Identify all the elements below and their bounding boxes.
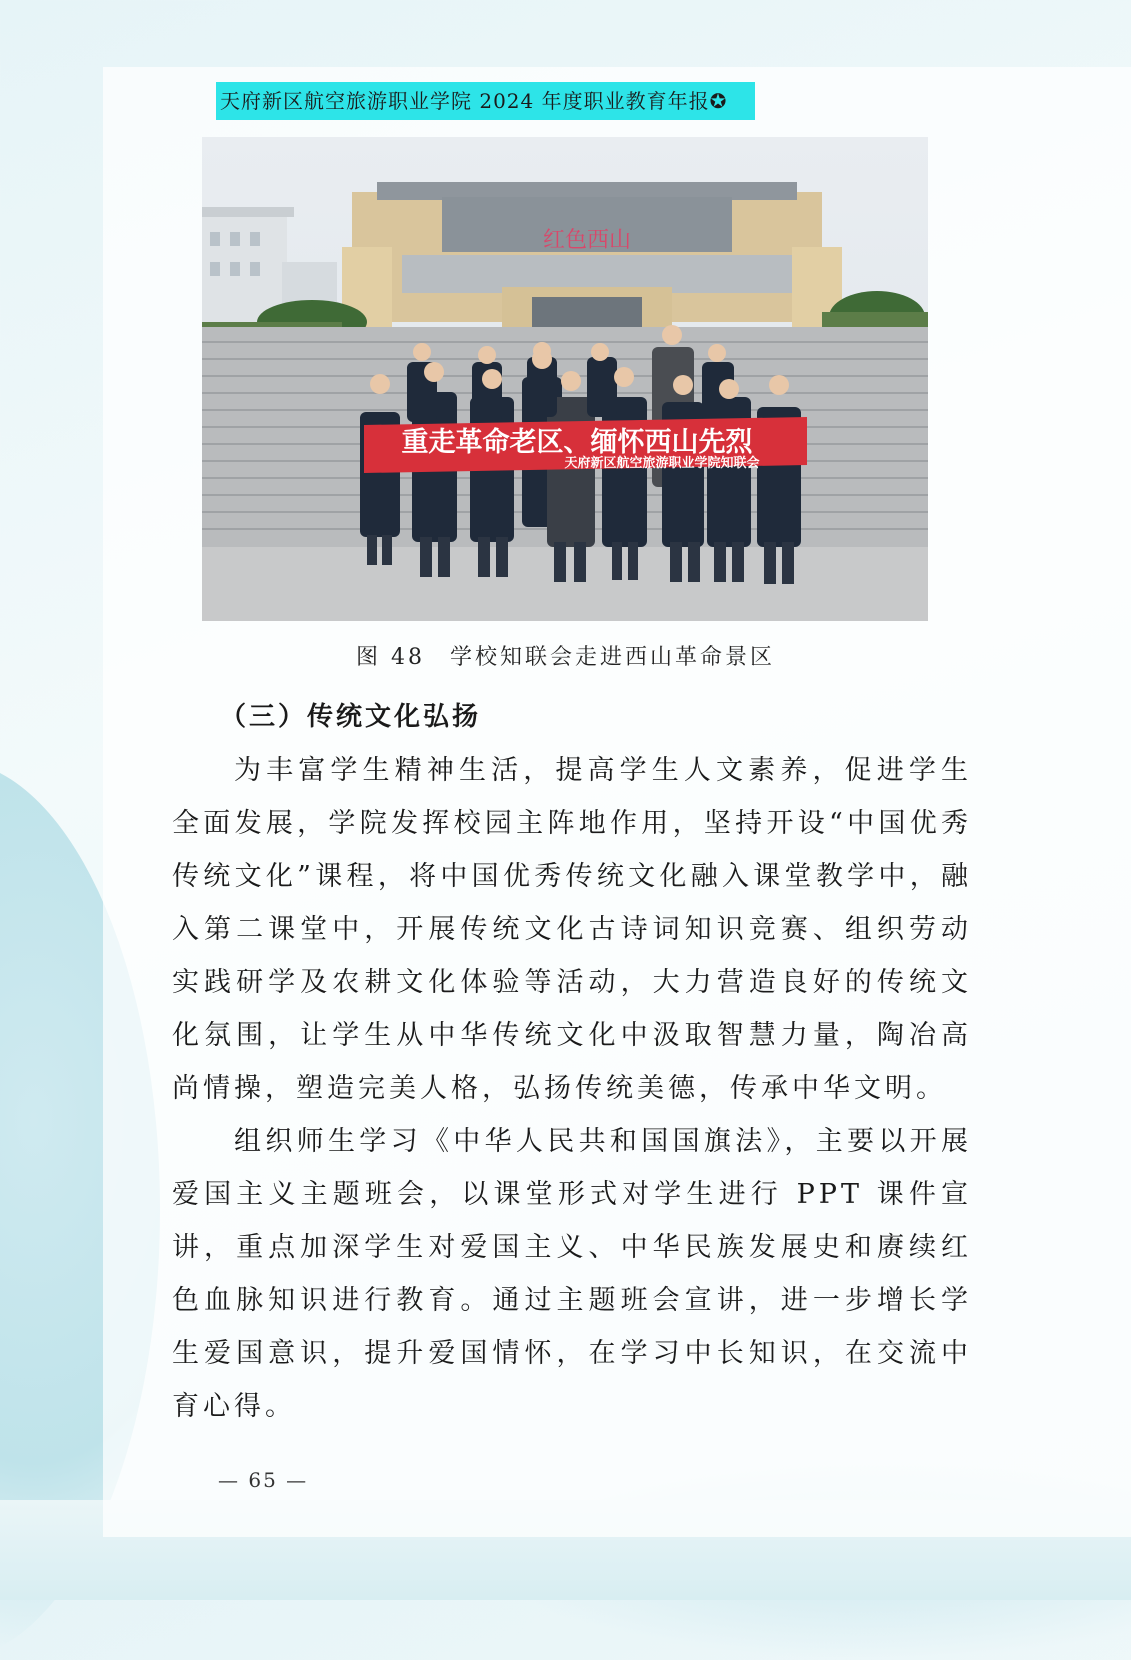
running-header xyxy=(216,82,755,120)
building-sign: 红色西山 xyxy=(542,228,632,253)
figure-caption: 图 48 学校知联会走进西山革命景区 xyxy=(356,645,775,670)
banner-sub-text: 天府新区航空旅游职业学院知联会 xyxy=(564,456,760,471)
figure-photo xyxy=(202,137,928,621)
star-icon: ✪ xyxy=(709,89,728,113)
body-paragraph: 组织师生学习《中华人民共和国国旗法》，主要以开展爱国主义主题班会，以课堂形式对学生进行 PPT 课件宣讲，重点加深学生对爱国主义、中华民族发展史和赓续红色血脉知识进行教育。通过主题班会宣讲，进一步增长学生爱国意识，提升爱国情怀，在学习中长知识，在交流中育心得。 xyxy=(172,1126,972,1422)
body-paragraph: 为丰富学生精神生活，提高学生人文素养，促进学生全面发展，学院发挥校园主阵地作用，坚持开设“中国优秀传统文化”课程，将中国优秀传统文化融入课堂教学中，融入第二课堂中，开展传统文化古诗词知识竞赛、组织劳动实践研学及农耕文化体验等活动，大力营造良好的传统文化氛围，让学生从中华传统文化中汲取智慧力量，陶冶高尚情操，塑造完美人格，弘扬传统美德，传承中华文明。 xyxy=(172,755,972,1104)
group-photo-illustration xyxy=(202,137,928,621)
banner-main-text: 重走革命老区、缅怀西山先烈 xyxy=(401,427,753,458)
page-number: — 65 — xyxy=(218,1468,309,1492)
header-title: 天府新区航空旅游职业学院 2024 年度职业教育年报 xyxy=(220,89,710,113)
section-heading: （三）传统文化弘扬 xyxy=(220,702,482,732)
